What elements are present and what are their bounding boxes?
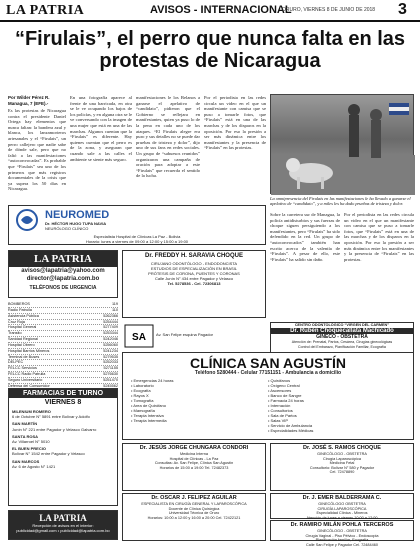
pharmacy-entry: MILENIUM ROMERO xyxy=(12,409,51,414)
phone-name: Defensa del Consumidor xyxy=(8,383,50,388)
doctor-ad[interactable] xyxy=(270,520,414,547)
doctor-ad-line: Universidad Técnica de Oruro xyxy=(168,511,220,516)
article-column-4: Por el periodista en las redes circula un video en el que un manifestante con camisa que se puso a tomarle fotos, que “Firulais” está en una de las marchas y de los disparos en la oposición. Por eso la presión a ser más dinámica entre los manifestantes y la presencia de “Firulais” en las protestas. xyxy=(204,95,266,151)
footer-title: LA PATRIA xyxy=(39,513,87,523)
neuromed-hours: Horario: lunes a viernes de 09:00 a 12:00 y 15:00 a 19:00 xyxy=(85,239,189,244)
clinic-service: • Especialidades Médicas xyxy=(268,428,314,433)
doctor-ad-line: Cel. 72478890 xyxy=(329,470,355,475)
phone-number[interactable]: 5253344 xyxy=(103,331,118,336)
clinic-logo-icon xyxy=(124,324,154,348)
doctor-ad-title: Dr. OSCAR J. FELIPEZ AGUILAR xyxy=(151,495,237,501)
center-line: Atención de: Prenatal, Partos, Cesárea, Cirugías ginecológicas xyxy=(291,340,393,344)
doctor-ad-title: Dr. JESÚS JORGE CHUNGARA CONDORI xyxy=(139,445,249,451)
email-link-1[interactable]: avisos@lapatria@yahoo.com xyxy=(21,268,105,274)
clinic-service: • Oxígeno Central xyxy=(268,383,300,388)
phone-name: Terminal de Buses xyxy=(8,354,40,359)
phone-number[interactable]: 5254444 xyxy=(103,319,118,324)
doctor-ad-line: Calle San Felipe y Pagador Cel. 72484460 xyxy=(306,542,378,547)
clinic-service: • Ascensores xyxy=(268,388,292,393)
clinic-service: • Laboratorio xyxy=(131,383,154,388)
neuromed-name: NEUROMED xyxy=(45,209,110,221)
doctor-name: Dr. Rubén Choquecallata Machicado xyxy=(271,328,413,334)
phone-name: Hospital General xyxy=(8,325,37,330)
article-column-6: Por el periodista en las redes circula un video en el que un manifestante con camisa que se puso a tomarle fotos, que “Firulais” está en una de las marchas y de los disparos en la oposición. Por eso la presión a ser más dinámica entre los manifestantes y la presencia de “Firulais” en las protestas. xyxy=(344,212,414,262)
saravia-line: CIRUJANO ODONTÓLOGO - ENDODONCISTA xyxy=(150,261,238,266)
doctor-ad-line: Planificación familiar, Ecografía xyxy=(315,538,369,543)
pharmacy-entry: SAN MARCOS xyxy=(12,458,40,464)
doctor-ad-line: GINECÓLOGO OBSTETRA xyxy=(318,502,366,506)
pharmacy-entry: Junín N° 221 entre Pagador y Velasco Galvarro xyxy=(12,426,97,432)
clinic-service: • Quirófanos xyxy=(268,378,291,383)
clinic-service: • Salas VIP xyxy=(268,418,289,423)
doctor-ad-line: ESPECIALISTA EN CIRUGÍA GENERAL Y LAPAROSCÓPICA xyxy=(141,502,247,506)
pharmacy-entry: Av. 6 de Agosto N° 1421 xyxy=(12,463,56,469)
doctor-ad[interactable] xyxy=(122,493,266,541)
phone-name: Transito xyxy=(8,331,22,336)
phone-number[interactable]: 5262366 xyxy=(103,313,118,318)
phone-number[interactable]: 5245562 xyxy=(103,383,118,388)
article-column-3: manifestaciones le los Belanos a ganarse el apelativo de “candidato”, pidieron que el Gobierno se reflejara en manifestantes, quien ya puso lo de la pena en cada uno de los ataques. “El Firulais alegre era puro y sus detalles no se puede dar pruebas de tristeza y dolor”, dijo uno de sus fans en redes sociales. Un grupo de “sabuesos reunidos” organizaron una campaña de oración para adoptar a este “Firulais” que recuerda el sentido de la lucha. xyxy=(136,95,200,179)
phone-name: Asistencia Pública xyxy=(8,313,39,318)
doctor-ad-line: GINECÓLOGO - OBSTETRA xyxy=(317,452,367,456)
clinic-service: • Mamografía xyxy=(131,408,155,413)
clinic-service: • Emergencias 24 horas xyxy=(131,378,174,383)
saravia-phone: Tel. 5278536 - Cel. 72306813 xyxy=(167,281,221,286)
doctor-ad-title: Dr. J. EMER BALDERRAMA C. xyxy=(302,495,382,501)
phone-number[interactable]: 5241234 xyxy=(103,348,118,353)
saravia-line: Calle Junín N° 434 entre Pagador y Velasco xyxy=(154,276,234,281)
doctor-ad-line: Docente de Clínica Quirúrgica xyxy=(168,506,220,511)
phone-name: FELCC Servicios xyxy=(8,366,37,371)
center-name: CENTRO ODONTOLÓGICO “VIRGEN DEL CARMEN” xyxy=(294,323,390,327)
urgency-phone-list xyxy=(8,302,118,386)
phone-number[interactable]: 5256060 xyxy=(103,342,118,347)
doctor-ad-line: Consultas: Av. San Felipe, Clínica San Agustín xyxy=(154,461,234,466)
phone-number[interactable]: 119 xyxy=(111,302,118,306)
doctor-ad-line: Consultorio: Bolívar N° 580 y Pagador xyxy=(309,465,375,470)
lapatria-box-title: LA PATRIA xyxy=(9,251,117,267)
clinic-service: • Ecografía xyxy=(131,388,151,393)
clinic-service: • Internación xyxy=(268,403,291,408)
doctor-ad-line: Cirugía Laparoscópica xyxy=(323,456,361,461)
footer-line: Recepción de avisos en el interior: xyxy=(32,523,94,528)
phone-name: Cruz Roja xyxy=(8,319,25,324)
clinic-service: • Terapia Intermedia xyxy=(131,418,167,423)
doctor-ad-line: Atención de lunes a viernes 10:00 a 12:00 xyxy=(306,515,378,520)
clinic-service: • Area de Quirófano xyxy=(131,403,166,408)
doctor-ad-title: Dr. JOSÉ S. RAMOS CHOQUE xyxy=(303,445,381,451)
pharmacy-entry: SANTA ROSA xyxy=(12,433,38,439)
doctor-ad[interactable] xyxy=(122,443,266,491)
phone-number[interactable]: 5279535 xyxy=(103,354,118,359)
pharmacy-box xyxy=(8,388,118,506)
phone-name: Sanidad Regional xyxy=(8,337,38,342)
phone-name: Hospital Obrero xyxy=(8,342,35,347)
phone-name: FELCC Radio Patrulla xyxy=(8,372,46,377)
protest-photo xyxy=(270,94,414,194)
footer-email[interactable]: publicidad@gmail.com • publicidad@lapatria.com.bo xyxy=(16,528,110,533)
pharmacy-day: VIERNES 8 xyxy=(44,399,82,406)
services-left xyxy=(131,378,268,433)
brain-icon xyxy=(15,208,39,232)
phone-name: Seguro Universitario xyxy=(8,377,43,382)
doctor-ad-line: Hospital de Clínicas - La Paz xyxy=(169,456,219,461)
doctor-ad[interactable] xyxy=(270,443,414,491)
svg-text:SA: SA xyxy=(132,332,146,343)
lapatria-contact-box xyxy=(8,250,118,298)
phone-name: BOMBEROS xyxy=(8,302,30,306)
phone-number[interactable]: 5242046 xyxy=(103,337,118,342)
article-column-1: Es las protestas de Nicaragua contra el presidente Daniel Ortega hay elementos que nunca faltan: la bandera azul y blanca, los lanzamorteros artesanales y el “Firulais”, un perro callejero que nadie sabe de dónde sale, pero que no faltó a las manifestaciones “autoconvocadas”. Es probable que “Firulais” sea uno de los primeros que más registros documentales de la crisis que ya supera los 50 días en Nicaragua. xyxy=(8,108,66,192)
urgency-title: TELÉFONOS DE URGENCIA xyxy=(29,285,97,291)
email-link-2[interactable]: director@lapatria.com.bo xyxy=(26,276,100,282)
clinic-service: • Terapia Intensiva xyxy=(131,413,164,418)
center-line: Control del Embarazo, Planificación Familiar, Ecografía xyxy=(298,345,386,349)
article-column-2: En una fotografía aparece al frente de una barricada, en otra se le ve ocupando los bajos de los policías, y en alguna otra se le ve conversando con la imagen de una mujer que está en una de las marchas. Algunos cuentan que la “Firulais” es diferente. Hay quienes cuentan que el perro es de la zona, y aseguran que cuando sale a las calles el ambiente se siente más seguro. xyxy=(70,95,132,162)
pharmacy-list xyxy=(9,409,117,469)
doctor-ad-line: Especialidad Clínica - Mineros xyxy=(316,511,368,516)
clinic-title: CLÍNICA SAN AGUSTÍN xyxy=(189,355,347,371)
pharmacy-entry: SAN MARTÍN xyxy=(12,421,38,427)
services-right xyxy=(268,378,405,433)
dog-photo-icon xyxy=(271,95,415,195)
doctor-ad[interactable] xyxy=(270,493,414,519)
saravia-ad[interactable] xyxy=(122,250,266,318)
footer-box xyxy=(8,510,118,540)
article-column-5: Sobre la carretera sur de Managua, la policía antidisturbios y sus fuerzas de choque siguen persiguiendo a los manifestantes, pero “Firulais” ha sido defendido en la red. Un grupo de “autoconvocados” también han escrito acerca de la valentía de “Firulais”. A pesar de ello, este “Firulais” ha salido sin daño. xyxy=(270,212,340,262)
pharmacy-entry: Av. Villarroel N° 5010 xyxy=(12,439,50,445)
clinic-service: • Consultorios xyxy=(268,408,293,413)
doctor-ad-line: Horarios: 10:00 a 12:00 y 16:00 a 20:00 Cel. 72422121 xyxy=(147,515,241,520)
saravia-line: ESTUDIOS DE ESPECIALIZACIÓN EN BRASIL xyxy=(150,266,238,271)
pharmacy-entry: Bolívar N° 1542 entre Pagador y Velasco xyxy=(12,451,85,457)
doctor-ad-line: CIRUGÍA LAPAROSCÓPICA xyxy=(317,506,367,511)
clinica-san-agustin-ad[interactable] xyxy=(122,352,414,440)
phone-name: Hospital Barrios Mineros xyxy=(8,348,50,353)
saravia-line: PRÓTESIS DE CORONA, PUENTES Y CORONAS xyxy=(148,271,240,276)
saravia-title: Dr. FREDDY H. SARAVIA CHOQUE xyxy=(145,253,243,259)
phone-number[interactable]: 110 xyxy=(111,307,118,312)
clinic-service: • Farmacia 24 horas xyxy=(268,398,304,403)
photo-caption: La omnipresencia del Firulais en las manifestaciones le ha llevado a ganarse el apelativo de “candidato”, y a miles les ha dado pruebas de tristeza y dolor. xyxy=(270,196,411,207)
doctor-ad-line: Horarios de 15:00 a 19:00 Tel. 72482373 xyxy=(159,465,229,470)
neuromed-ad[interactable] xyxy=(8,205,266,245)
article-byline: Por Wilder Pérez R. Managua, 7 (EFE).- xyxy=(8,95,50,106)
clinic-service: • Sala de Partos xyxy=(268,413,297,418)
doctor-ad-title: Dr. RAMIRO MILÁN POHLA TERCEROS xyxy=(290,522,394,528)
doctor-ad-line: Medicina Interna xyxy=(179,452,209,456)
phone-number[interactable]: 5276630 xyxy=(103,372,118,377)
doctor-specialty: GINECO - OBSTETRA xyxy=(316,334,368,340)
clinic-service: • Rayos X xyxy=(131,393,149,398)
page-number: 3 xyxy=(398,1,407,18)
doctor-ad-line: Cirugía Vaginal - Piso Pélvico - Endoscopia xyxy=(305,533,379,538)
dateline: ORURO, VIERNES 8 DE JUNIO DE 2018 xyxy=(282,7,376,13)
clinic-service: • Tomografía xyxy=(131,398,154,403)
clinic-service: • Servicio de Ambulancia xyxy=(268,423,313,428)
section-title: AVISOS - INTERNACIONAL xyxy=(150,4,292,16)
phone-number[interactable]: 5277409 xyxy=(103,325,118,330)
phone-name: Radio Patrulla xyxy=(8,307,32,312)
phone-number[interactable]: 5271155 xyxy=(103,366,118,371)
neuromed-line: Especialista Hospital de Clínicas La Paz - Bolivia xyxy=(93,234,181,239)
clinic-phones: Teléfono 5280444 - Celular 77151151 - Ambulancia a domicilio xyxy=(194,370,342,376)
phone-name: DELPEC xyxy=(8,360,24,365)
doctor-ad-line: Medicina Fetal xyxy=(329,461,355,466)
pharmacy-title: FARMACIAS DE TURNO xyxy=(9,389,117,398)
article-headline: “Firulais”, el perro que nunca falta en las protestas de Nicaragua xyxy=(14,28,406,72)
newspaper-logo: LA PATRIA xyxy=(6,3,85,18)
pharmacy-entry: 6 de Octubre N° 5891 entre Bolívar y Adolfo xyxy=(12,414,90,420)
clinic-address: Av. San Felipe esquina Pagador xyxy=(156,332,214,337)
phone-number[interactable]: 5251470 xyxy=(103,377,118,382)
clinic-service: • Banco de Sangre xyxy=(268,393,302,398)
phone-number[interactable]: 5252033 xyxy=(103,360,118,365)
neuromed-specialty: NEURÓLOGO CLÍNICO xyxy=(45,226,89,231)
pharmacy-entry: EL BUEN PRECIO xyxy=(12,446,46,452)
doctor-ad-line: GINECÓLOGO - OBSTETRA xyxy=(317,529,367,533)
neuromed-doctor: Dr. HÉCTOR HUGO TUPA NAVIA xyxy=(45,221,107,226)
